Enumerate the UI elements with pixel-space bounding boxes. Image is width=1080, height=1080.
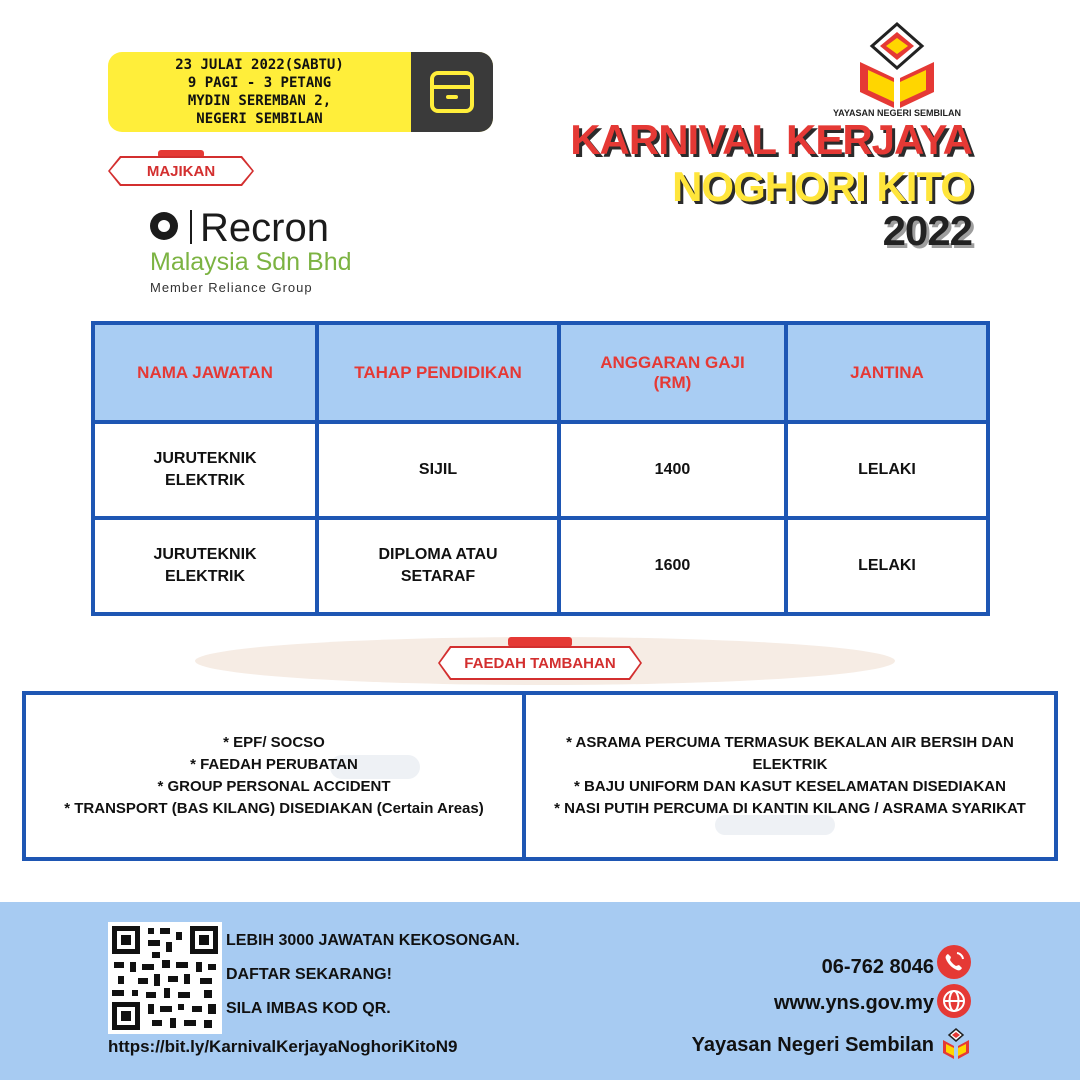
cell-jawatan	[93, 518, 317, 614]
phone-number[interactable]: 06-762 8046	[821, 956, 934, 978]
header-gaji-line1: ANGGARAN GAJI	[600, 352, 745, 372]
list-item: * TRANSPORT (BAS KILANG) DISEDIAKAN (Certain Areas)	[64, 800, 484, 817]
recron-logo	[148, 206, 368, 301]
list-item: * GROUP PERSONAL ACCIDENT	[157, 778, 391, 795]
event-time: 9 PAGI - 3 PETANG	[187, 75, 332, 91]
list-item: * FAEDAH PERUBATAN	[190, 756, 358, 773]
cell-text: ELEKTRIK	[165, 472, 246, 489]
list-item: * EPF/ SOCSO	[223, 734, 325, 751]
archive-box-icon	[411, 52, 493, 132]
benefits-left	[26, 695, 526, 857]
footer-register: DAFTAR SEKARANG!	[226, 966, 392, 983]
title-line1: KARNIVAL KERJAYA	[570, 116, 972, 163]
majikan-ribbon	[108, 156, 254, 186]
reliance-icon	[150, 212, 178, 240]
cell-text: SETARAF	[400, 568, 476, 585]
cell-text: ELEKTRIK	[165, 568, 246, 585]
employer-group: Member Reliance Group	[150, 280, 313, 295]
org-name: Yayasan Negeri Sembilan	[691, 1034, 934, 1056]
yns-emblem-icon	[822, 20, 972, 112]
website-link[interactable]: www.yns.gov.my	[773, 992, 934, 1014]
employer-subtitle: Malaysia Sdn Bhd	[150, 248, 352, 276]
header-jantina: JANTINA	[786, 323, 988, 422]
header-gaji	[559, 323, 786, 422]
benefits-right	[526, 695, 1054, 857]
title-line2: NOGHORI KITO	[672, 163, 972, 210]
event-date: 23 JULAI 2022(SABTU)	[175, 57, 344, 73]
phone-icon	[937, 945, 971, 979]
cell-jawatan	[93, 422, 317, 518]
faedah-ribbon	[438, 646, 642, 680]
list-item: * ASRAMA PERCUMA TERMASUK BEKALAN AIR BERSIH DAN ELEKTRIK	[566, 734, 1014, 773]
qr-code-icon[interactable]	[108, 922, 222, 1034]
table-row	[93, 518, 988, 614]
jobs-table	[91, 321, 990, 616]
list-item: * NASI PUTIH PERCUMA DI KANTIN KILANG / ASRAMA SYARIKAT	[554, 800, 1026, 817]
cell-text: SIJIL	[418, 461, 458, 478]
employer-name: Recron	[200, 206, 329, 250]
cell-text: JURUTEKNIK	[153, 546, 257, 563]
faedah-label: FAEDAH TAMBAHAN	[464, 654, 616, 672]
majikan-label: MAJIKAN	[146, 162, 216, 180]
event-details	[108, 56, 411, 128]
jobs-header-row	[93, 323, 988, 422]
yns-caption: YAYASAN NEGERI SEMBILAN	[832, 108, 962, 118]
cell-text: DIPLOMA ATAU	[378, 546, 498, 563]
table-row	[93, 422, 988, 518]
cell-gaji: 1400	[559, 422, 786, 518]
cell-pendidikan	[317, 518, 559, 614]
yns-mini-logo-icon	[938, 1028, 974, 1060]
cell-pendidikan	[317, 422, 559, 518]
list-item: * BAJU UNIFORM DAN KASUT KESELAMATAN DISEDIAKAN	[574, 778, 1006, 795]
footer-scan: SILA IMBAS KOD QR.	[226, 1000, 391, 1017]
cell-jantina: LELAKI	[786, 422, 988, 518]
title-year: 2022	[882, 207, 972, 254]
register-link[interactable]: https://bit.ly/KarnivalKerjayaNoghoriKitoN9	[108, 1037, 458, 1056]
header-jawatan: NAMA JAWATAN	[93, 323, 317, 422]
header-gaji-line2: (RM)	[653, 372, 692, 392]
event-venue-line1: MYDIN SEREMBAN 2,	[187, 93, 332, 109]
cell-jantina: LELAKI	[786, 518, 988, 614]
header-pendidikan: TAHAP PENDIDIKAN	[317, 323, 559, 422]
event-venue-line2: NEGERI SEMBILAN	[196, 111, 323, 127]
yns-logo	[822, 20, 972, 124]
benefits-table	[22, 691, 1058, 861]
globe-icon	[937, 984, 971, 1018]
event-info-pill	[108, 52, 493, 132]
cell-text: JURUTEKNIK	[153, 450, 257, 467]
footer-vacancies: LEBIH 3000 JAWATAN KEKOSONGAN.	[226, 932, 520, 949]
cell-gaji: 1600	[559, 518, 786, 614]
